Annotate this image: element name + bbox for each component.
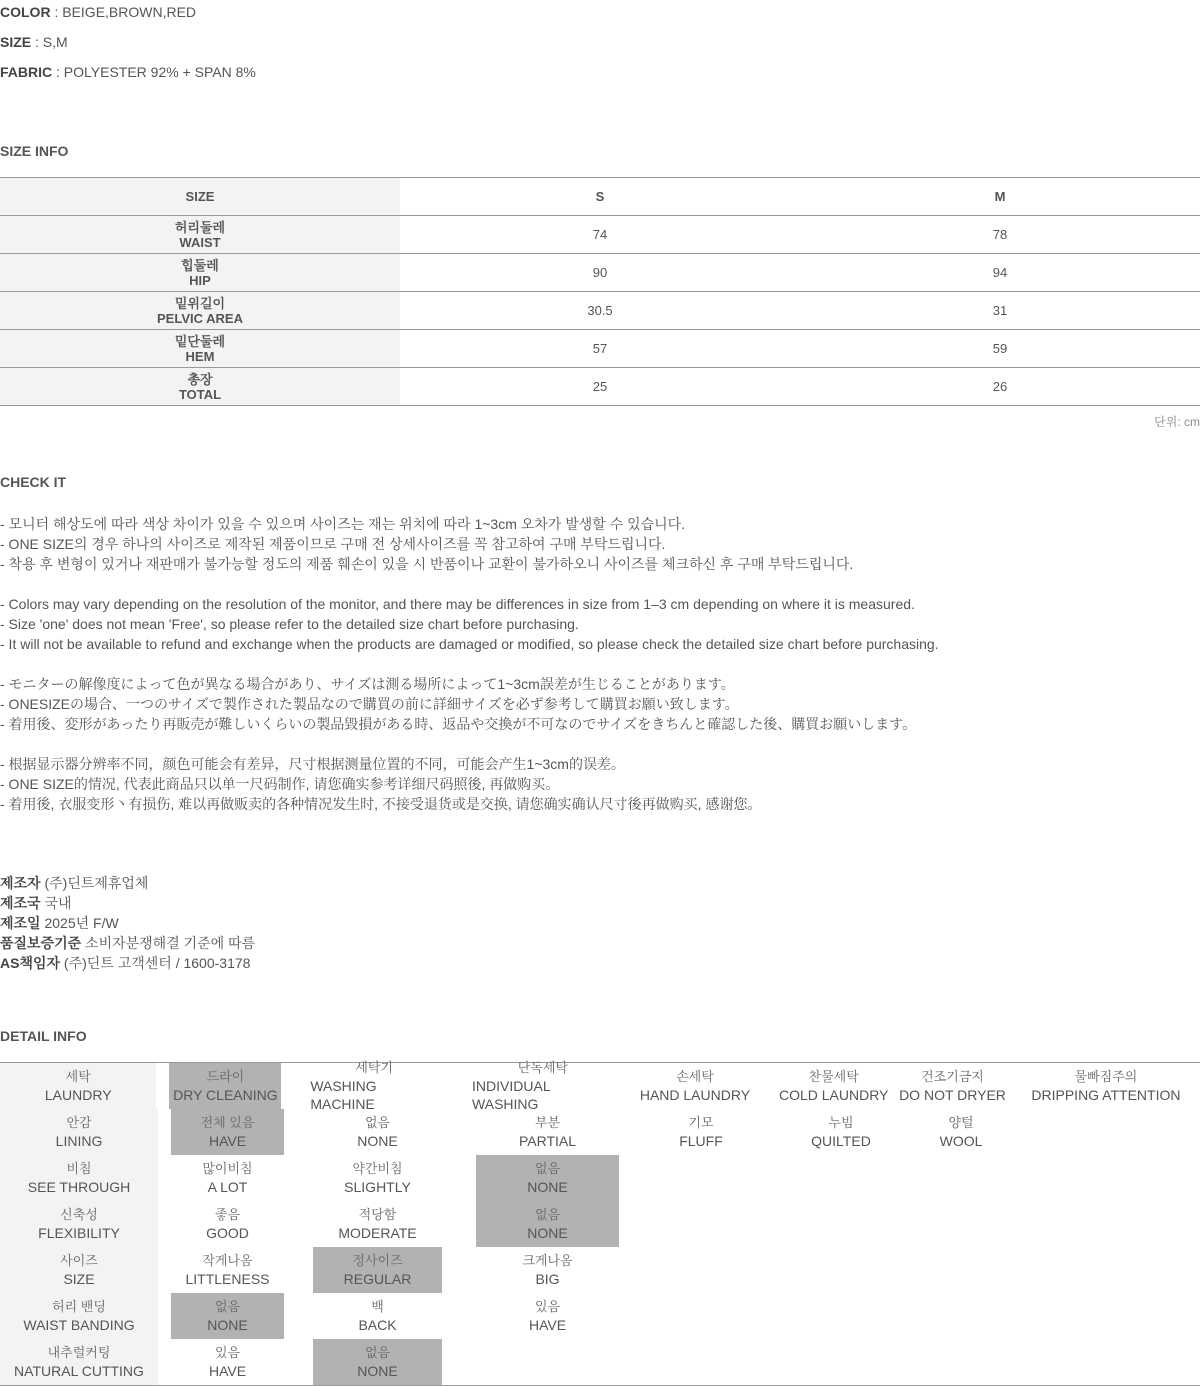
measure-label: [0, 254, 400, 291]
detail-ko: 누빔: [828, 1115, 854, 1130]
detail-ko: 많이비침: [202, 1161, 253, 1176]
measure-ko: 밑위길이: [174, 295, 226, 311]
detail-en: SLIGHTLY: [344, 1179, 411, 1195]
spec-value: BEIGE,BROWN,RED: [62, 4, 197, 20]
detail-en: LITTLENESS: [185, 1271, 270, 1287]
detail-ko: 전체 있음: [200, 1115, 255, 1130]
note-line: - 착용 후 변형이 있거나 재판매가 불가능할 정도의 제품 훼손이 있을 시 반품이나 교환이 불가하오니 사이즈를 체크하신 후 구매 부탁드립니다.: [0, 556, 854, 572]
detail-en: WAIST BANDING: [23, 1317, 135, 1333]
note-line: - ONE SIZE의 경우 하나의 사이즈로 제작된 제품이므로 구매 전 상세사이즈를 꼭 참고하여 구매 부탁드립니다.: [0, 536, 666, 552]
detail-ko: 세탁기: [355, 1060, 394, 1075]
measure-s: 74: [592, 227, 608, 242]
table-row: [0, 1293, 1200, 1339]
note-line: - It will not be available to refund and exchange when the products are damaged or modified, so please check the detailed size chart before purchasing.: [0, 636, 939, 652]
detail-en: COLD LAUNDRY: [778, 1087, 889, 1103]
detail-ko: 크게나옴: [522, 1253, 573, 1268]
detail-en: GOOD: [206, 1225, 249, 1241]
spec-sep: :: [50, 4, 63, 20]
measure-s: 57: [592, 341, 608, 356]
measure-label: [0, 292, 400, 329]
maker-value: 2025년 F/W: [44, 915, 119, 931]
detail-option: [313, 1155, 442, 1201]
table-row: [0, 1109, 1200, 1155]
note-line: - Size 'one' does not mean 'Free', so please refer to the detailed size chart before purchasing.: [0, 616, 579, 632]
detail-en: WOOL: [939, 1133, 983, 1149]
detail-ko: 허리 밴딩: [52, 1299, 106, 1314]
detail-en: A LOT: [207, 1179, 248, 1195]
detail-en: NONE: [357, 1133, 398, 1149]
detail-en: LINING: [55, 1133, 103, 1149]
table-row: [0, 292, 1200, 330]
detail-info-title: DETAIL INFO: [0, 1028, 87, 1044]
measure-label: [0, 330, 400, 367]
detail-ko: 내추럴커팅: [47, 1345, 111, 1360]
detail-ko: 건조기금지: [921, 1069, 984, 1084]
detail-ko: 있음: [534, 1299, 561, 1314]
detail-ko: 없음: [534, 1161, 561, 1176]
maker-key: 품질보증기준: [0, 935, 82, 951]
detail-ko: 찬물세탁: [808, 1069, 859, 1084]
detail-ko: 작게나옴: [202, 1253, 253, 1268]
maker-line: [0, 873, 255, 893]
detail-ko: 신축성: [60, 1207, 98, 1222]
check-it-notes: [0, 514, 939, 814]
detail-row-label: [0, 1109, 158, 1155]
detail-ko: 양털: [948, 1115, 974, 1130]
detail-option: [171, 1155, 284, 1201]
detail-option: [781, 1109, 901, 1155]
measure-m: 31: [992, 303, 1008, 318]
detail-option-selected: [476, 1155, 619, 1201]
measure-en: WAIST: [179, 234, 221, 250]
detail-ko: 없음: [214, 1299, 241, 1314]
measure-m: 59: [992, 341, 1008, 356]
detail-ko: 좋음: [214, 1207, 241, 1222]
measure-s: 25: [592, 379, 608, 394]
detail-row-label: [0, 1339, 158, 1385]
detail-en: REGULAR: [343, 1271, 412, 1287]
measure-m: 78: [992, 227, 1008, 242]
detail-option-selected: [171, 1293, 284, 1339]
maker-line: [0, 913, 255, 933]
table-row: [0, 1339, 1200, 1385]
detail-en: NONE: [357, 1363, 398, 1379]
size-table-header: [0, 178, 1200, 216]
measure-en: PELVIC AREA: [157, 310, 243, 326]
detail-en: HAND LAUNDRY: [639, 1087, 751, 1103]
detail-ko: 약간비침: [352, 1161, 403, 1176]
detail-option: [633, 1109, 769, 1155]
manufacturer-info: [0, 873, 255, 973]
detail-ko: 사이즈: [60, 1253, 98, 1268]
detail-row-label: [0, 1247, 158, 1293]
detail-option: [313, 1109, 442, 1155]
detail-ko: 부분: [534, 1115, 561, 1130]
maker-key: 제조자: [0, 875, 41, 891]
measure-ko: 힙둘레: [181, 257, 219, 273]
detail-ko: 없음: [364, 1345, 391, 1360]
measure-m: 26: [992, 379, 1008, 394]
detail-en: SEE THROUGH: [27, 1179, 131, 1195]
detail-en: MODERATE: [338, 1225, 417, 1241]
measure-en: HEM: [185, 348, 215, 364]
maker-value: (주)딘트 고객센터 / 1600-3178: [63, 955, 251, 971]
detail-en: DO NOT DRYER: [899, 1087, 1006, 1103]
note-line: - 着用後、変形があったり再販売が難しいくらいの製品毀損がある時、返品や交換が不可なのでサイズをきちんと確認した後、購買お願いします。: [0, 716, 917, 732]
detail-row-label: [0, 1063, 156, 1109]
maker-key: 제조일: [0, 915, 41, 931]
table-row: [0, 368, 1200, 406]
detail-row-label: [0, 1155, 158, 1201]
detail-ko: 단독세탁: [517, 1060, 568, 1075]
detail-ko: 물빠짐주의: [1074, 1069, 1138, 1084]
detail-en: BACK: [358, 1317, 397, 1333]
detail-en: HAVE: [208, 1363, 247, 1379]
note-line: - 根据显示器分辨率不同，颜色可能会有差异，尺寸根据测量位置的不同，可能会产生1~3cm的误差。: [0, 756, 625, 772]
detail-option: [893, 1063, 1012, 1109]
spec-value: POLYESTER 92% + SPAN 8%: [63, 64, 256, 80]
detail-option: [476, 1109, 619, 1155]
detail-en: NATURAL CUTTING: [14, 1363, 144, 1379]
measure-ko: 총장: [187, 371, 213, 387]
size-info-title: SIZE INFO: [0, 143, 69, 159]
detail-option: [774, 1063, 893, 1109]
size-header-m: M: [994, 189, 1006, 204]
measure-en: TOTAL: [178, 386, 222, 402]
table-row: [0, 1155, 1200, 1201]
measure-ko: 밑단둘레: [174, 333, 226, 349]
detail-en: HAVE: [208, 1133, 247, 1149]
note-line: - ONE SIZE的情况, 代表此商品只以单一尺码制作, 请您确实参考详细尺码照後, 再做购买。: [0, 776, 560, 792]
maker-key: 제조국: [0, 895, 41, 911]
detail-option: [310, 1060, 438, 1112]
detail-option: [171, 1339, 284, 1385]
detail-en: DRIPPING ATTENTION: [1031, 1087, 1181, 1103]
note-line: - Colors may vary depending on the resolution of the monitor, and there may be differences in size from 1–3 cm depending on where it is measured.: [0, 596, 915, 612]
measure-label: [0, 368, 400, 405]
spec-key: FABRIC: [0, 64, 53, 80]
detail-ko: 있음: [214, 1345, 241, 1360]
check-it-title: CHECK IT: [0, 474, 67, 490]
detail-ko: 드라이: [206, 1069, 245, 1084]
maker-key: AS책임자: [0, 955, 61, 971]
spec-sep: :: [52, 64, 64, 80]
maker-value: 국내: [44, 895, 72, 911]
detail-ko: 세탁: [65, 1069, 91, 1084]
detail-table: [0, 1062, 1200, 1386]
maker-value: 소비자분쟁해결 기준에 따름: [85, 935, 256, 951]
size-table: [0, 177, 1200, 406]
detail-option: [171, 1247, 284, 1293]
detail-ko: 없음: [364, 1115, 391, 1130]
detail-ko: 정사이즈: [352, 1253, 403, 1268]
measure-label: [0, 216, 400, 253]
maker-line: [0, 893, 255, 913]
detail-ko: 손세탁: [676, 1069, 714, 1084]
detail-option: [171, 1201, 284, 1247]
note-line: - モニターの解像度によって色が異なる場合があり、サイズは測る場所によって1~3cm誤差が生じることがあります。: [0, 676, 735, 692]
detail-ko: 비침: [66, 1161, 92, 1176]
size-unit: 단위: cm: [1154, 415, 1200, 429]
detail-en: WASHING MACHINE: [310, 1078, 377, 1112]
note-line: - 모니터 해상도에 따라 색상 차이가 있을 수 있으며 사이즈는 재는 위치에 따라 1~3cm 오차가 발생할 수 있습니다.: [0, 516, 686, 532]
measure-m: 94: [992, 265, 1008, 280]
table-row: [0, 216, 1200, 254]
detail-option: [476, 1247, 619, 1293]
table-row: [0, 1060, 1200, 1112]
detail-en: NONE: [527, 1225, 568, 1241]
detail-row-label: [0, 1293, 158, 1339]
spec-sep: :: [31, 34, 43, 50]
note-line: - 着用後, 衣服变形丶有损伤, 难以再做贩卖的各种情况发生时, 不接受退货或是交换, 请您确实确认尺寸後再做购买, 感谢您。: [0, 796, 762, 812]
table-row: [0, 330, 1200, 368]
spec-key: SIZE: [0, 34, 32, 50]
detail-ko: 없음: [534, 1207, 561, 1222]
detail-option: [476, 1293, 619, 1339]
detail-ko: 백: [371, 1299, 384, 1314]
maker-value: (주)딘트제휴업체: [44, 875, 149, 891]
spec-size: [0, 34, 68, 50]
detail-en: DRY CLEANING: [173, 1087, 278, 1103]
detail-en: QUILTED: [811, 1133, 871, 1149]
detail-en: LAUNDRY: [44, 1087, 112, 1103]
detail-en: PARTIAL: [518, 1133, 577, 1149]
detail-option: [901, 1109, 1021, 1155]
detail-row-label: [0, 1201, 158, 1247]
detail-option-selected: [171, 1109, 284, 1155]
detail-option: [628, 1063, 763, 1109]
detail-en: NONE: [207, 1317, 248, 1333]
table-row: [0, 1201, 1200, 1247]
detail-en: BIG: [535, 1271, 560, 1287]
detail-ko: 기모: [688, 1115, 714, 1130]
maker-line: [0, 953, 255, 973]
measure-ko: 허리둘레: [174, 219, 226, 235]
size-header-label: SIZE: [0, 178, 400, 215]
detail-en: SIZE: [63, 1271, 95, 1287]
maker-line: [0, 933, 255, 953]
detail-ko: 안감: [66, 1115, 92, 1130]
measure-s: 90: [592, 265, 608, 280]
spec-key: COLOR: [0, 4, 51, 20]
measure-s: 30.5: [587, 303, 613, 318]
detail-option: [1012, 1063, 1200, 1109]
spec-fabric: [0, 64, 256, 80]
spec-color: [0, 4, 196, 20]
detail-option-selected: [313, 1247, 442, 1293]
measure-en: HIP: [189, 272, 211, 288]
detail-en: FLEXIBILITY: [38, 1225, 120, 1241]
size-header-s: S: [595, 189, 605, 204]
detail-option: [313, 1293, 442, 1339]
detail-option-selected: [476, 1201, 619, 1247]
note-line: - ONESIZEの場合、一つのサイズで製作された製品なので購買の前に詳細サイズを必ず参考して購買お願い致します。: [0, 696, 739, 712]
detail-option-selected: [313, 1339, 442, 1385]
detail-option-selected: [169, 1063, 281, 1109]
spec-value: S,M: [42, 34, 68, 50]
detail-en: FLUFF: [679, 1133, 723, 1149]
detail-option: [313, 1201, 442, 1247]
detail-ko: 적당함: [358, 1207, 397, 1222]
detail-en: INDIVIDUAL WASHING: [472, 1078, 551, 1112]
detail-en: HAVE: [528, 1317, 567, 1333]
table-row: [0, 1247, 1200, 1293]
detail-option: [472, 1060, 614, 1112]
detail-en: NONE: [527, 1179, 568, 1195]
table-row: [0, 254, 1200, 292]
